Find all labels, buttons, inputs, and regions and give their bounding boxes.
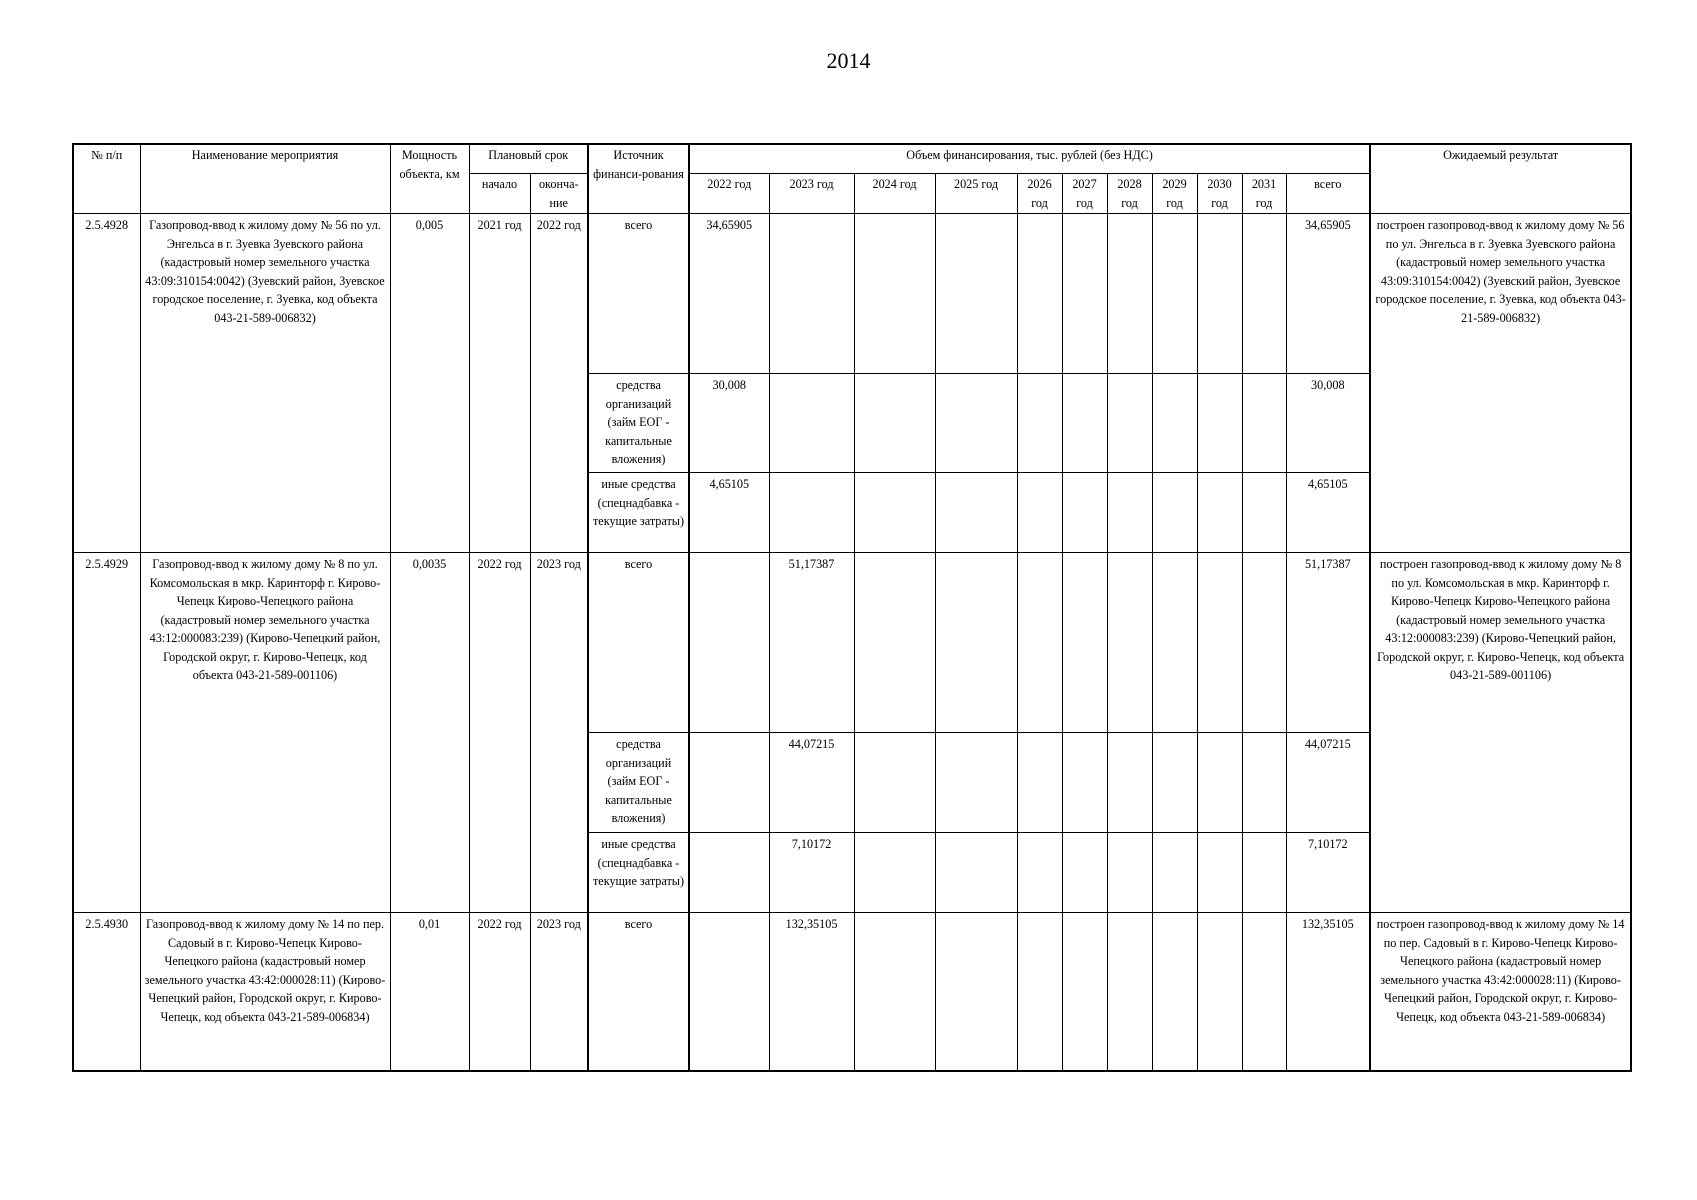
source-label: средства организаций (займ ЕОГ - капитальные вложения)	[588, 374, 689, 473]
total-value: 34,65905	[1286, 214, 1370, 374]
header-num: № п/п	[73, 144, 140, 214]
year-value-2030	[1197, 833, 1242, 913]
year-value-2028	[1107, 913, 1152, 1071]
row-capacity: 0,01	[390, 913, 469, 1071]
year-value-2023	[769, 374, 854, 473]
year-value-2031	[1242, 214, 1286, 374]
header-name: Наименование мероприятия	[140, 144, 390, 214]
year-value-2030	[1197, 913, 1242, 1071]
year-value-2024	[854, 473, 935, 553]
year-value-2022: 34,65905	[689, 214, 769, 374]
year-value-2024	[854, 374, 935, 473]
year-value-2025	[935, 733, 1017, 833]
year-value-2028	[1107, 473, 1152, 553]
row-result: построен газопровод-ввод к жилому дому № 8 по ул. Комсомольская в мкр. Каринторф г. Кирово-Чепецк Кирово-Чепецкого района (кадастровый номер земельного участка 43:12:000083:239) (Кирово-Чепецкий район, Городской округ, г. Кирово-Чепецк, код объекта 043-21-589-001106)	[1370, 553, 1631, 913]
year-value-2029	[1152, 374, 1197, 473]
year-value-2031	[1242, 733, 1286, 833]
year-value-2029	[1152, 733, 1197, 833]
row-end: 2023 год	[530, 553, 588, 913]
header-year-2031: 2031 год	[1242, 174, 1286, 214]
year-value-2027	[1062, 553, 1107, 733]
year-value-2025	[935, 553, 1017, 733]
row-capacity: 0,0035	[390, 553, 469, 913]
row-capacity: 0,005	[390, 214, 469, 553]
header-year-2027: 2027 год	[1062, 174, 1107, 214]
row-number: 2.5.4930	[73, 913, 140, 1071]
table-header-row-1	[73, 144, 1631, 174]
year-value-2031	[1242, 374, 1286, 473]
year-value-2027	[1062, 733, 1107, 833]
source-label: иные средства (спецнадбавка - текущие затраты)	[588, 473, 689, 553]
year-value-2029	[1152, 553, 1197, 733]
year-value-2023: 7,10172	[769, 833, 854, 913]
year-value-2030	[1197, 374, 1242, 473]
year-value-2028	[1107, 733, 1152, 833]
year-value-2026	[1017, 553, 1062, 733]
year-value-2025	[935, 833, 1017, 913]
total-value: 7,10172	[1286, 833, 1370, 913]
table-body	[73, 214, 1631, 1071]
header-year-2023: 2023 год	[769, 174, 854, 214]
total-value: 30,008	[1286, 374, 1370, 473]
page-number: 2014	[826, 48, 871, 73]
year-value-2027	[1062, 913, 1107, 1071]
year-value-2022	[689, 913, 769, 1071]
total-value: 44,07215	[1286, 733, 1370, 833]
year-value-2023: 44,07215	[769, 733, 854, 833]
year-value-2022: 4,65105	[689, 473, 769, 553]
year-value-2031	[1242, 473, 1286, 553]
year-value-2024	[854, 214, 935, 374]
header-year-2028: 2028 год	[1107, 174, 1152, 214]
source-label: всего	[588, 214, 689, 374]
year-value-2024	[854, 833, 935, 913]
year-value-2022	[689, 553, 769, 733]
source-label: иные средства (спецнадбавка - текущие затраты)	[588, 833, 689, 913]
header-capacity: Мощность объекта, км	[390, 144, 469, 214]
total-value: 132,35105	[1286, 913, 1370, 1071]
year-value-2029	[1152, 913, 1197, 1071]
table-row	[73, 913, 1631, 1071]
year-value-2023	[769, 473, 854, 553]
year-value-2026	[1017, 473, 1062, 553]
row-end: 2022 год	[530, 214, 588, 553]
year-value-2023	[769, 214, 854, 374]
year-value-2023: 51,17387	[769, 553, 854, 733]
year-value-2025	[935, 473, 1017, 553]
year-value-2030	[1197, 553, 1242, 733]
year-value-2028	[1107, 214, 1152, 374]
year-value-2026	[1017, 374, 1062, 473]
header-year-2025: 2025 год	[935, 174, 1017, 214]
year-value-2030	[1197, 733, 1242, 833]
year-value-2029	[1152, 833, 1197, 913]
year-value-2030	[1197, 473, 1242, 553]
row-start: 2022 год	[469, 913, 530, 1071]
row-result: построен газопровод-ввод к жилому дому № 56 по ул. Энгельса в г. Зуевка Зуевского района (кадастровый номер земельного участка 43:09:310154:0042) (Зуевский район, Зуевское городское поселение, г. Зуевка, код объекта 043-21-589-006832)	[1370, 214, 1631, 553]
year-value-2026	[1017, 214, 1062, 374]
year-value-2024	[854, 553, 935, 733]
row-result: построен газопровод-ввод к жилому дому № 14 по пер. Садовый в г. Кирово-Чепецк Кирово-Чепецкого района (кадастровый номер земельного участка 43:42:000028:11) (Кирово-Чепецкий район, Городской округ, г. Кирово-Чепецк, код объекта 043-21-589-006834)	[1370, 913, 1631, 1071]
year-value-2022	[689, 833, 769, 913]
source-label: всего	[588, 553, 689, 733]
source-label: средства организаций (займ ЕОГ - капитальные вложения)	[588, 733, 689, 833]
row-number: 2.5.4928	[73, 214, 140, 553]
year-value-2025	[935, 214, 1017, 374]
year-value-2029	[1152, 473, 1197, 553]
header-end: оконча-ние	[530, 174, 588, 214]
year-value-2029	[1152, 214, 1197, 374]
year-value-2030	[1197, 214, 1242, 374]
year-value-2022: 30,008	[689, 374, 769, 473]
year-value-2031	[1242, 553, 1286, 733]
header-result: Ожидаемый результат	[1370, 144, 1631, 214]
header-total: всего	[1286, 174, 1370, 214]
header-year-2030: 2030 год	[1197, 174, 1242, 214]
row-start: 2022 год	[469, 553, 530, 913]
row-name: Газопровод-ввод к жилому дому № 8 по ул. Комсомольская в мкр. Каринторф г. Кирово-Чепецк Кирово-Чепецкого района (кадастровый номер земельного участка 43:12:000083:239) (Кирово-Чепецкий район, Городской округ, г. Кирово-Чепецк, код объекта 043-21-589-001106)	[140, 553, 390, 913]
year-value-2031	[1242, 833, 1286, 913]
header-start: начало	[469, 174, 530, 214]
year-value-2027	[1062, 833, 1107, 913]
investment-program-table	[72, 143, 1632, 1072]
row-name: Газопровод-ввод к жилому дому № 56 по ул. Энгельса в г. Зуевка Зуевского района (кадастровый номер земельного участка 43:09:310154:0042) (Зуевский район, Зуевское городское поселение, г. Зуевка, код объекта 043-21-589-006832)	[140, 214, 390, 553]
year-value-2027	[1062, 214, 1107, 374]
row-end: 2023 год	[530, 913, 588, 1071]
table-row	[73, 214, 1631, 374]
total-value: 51,17387	[1286, 553, 1370, 733]
year-value-2027	[1062, 374, 1107, 473]
header-year-2029: 2029 год	[1152, 174, 1197, 214]
year-value-2024	[854, 913, 935, 1071]
year-value-2028	[1107, 374, 1152, 473]
year-value-2026	[1017, 913, 1062, 1071]
source-label: всего	[588, 913, 689, 1071]
year-value-2027	[1062, 473, 1107, 553]
header-year-2024: 2024 год	[854, 174, 935, 214]
header-source: Источник финанси-рования	[588, 144, 689, 214]
year-value-2031	[1242, 913, 1286, 1071]
header-year-2022: 2022 год	[689, 174, 769, 214]
year-value-2023: 132,35105	[769, 913, 854, 1071]
year-value-2026	[1017, 833, 1062, 913]
row-start: 2021 год	[469, 214, 530, 553]
header-year-2026: 2026 год	[1017, 174, 1062, 214]
year-value-2028	[1107, 833, 1152, 913]
year-value-2024	[854, 733, 935, 833]
year-value-2025	[935, 374, 1017, 473]
year-value-2026	[1017, 733, 1062, 833]
total-value: 4,65105	[1286, 473, 1370, 553]
year-value-2025	[935, 913, 1017, 1071]
year-value-2022	[689, 733, 769, 833]
table-row	[73, 553, 1631, 733]
year-value-2028	[1107, 553, 1152, 733]
header-funding: Объем финансирования, тыс. рублей (без НДС)	[689, 144, 1370, 174]
row-number: 2.5.4929	[73, 553, 140, 913]
row-name: Газопровод-ввод к жилому дому № 14 по пер. Садовый в г. Кирово-Чепецк Кирово-Чепецкого района (кадастровый номер земельного участка 43:42:000028:11) (Кирово-Чепецкий район, Городской округ, г. Кирово-Чепецк, код объекта 043-21-589-006834)	[140, 913, 390, 1071]
header-plan-term: Плановый срок	[469, 144, 588, 174]
